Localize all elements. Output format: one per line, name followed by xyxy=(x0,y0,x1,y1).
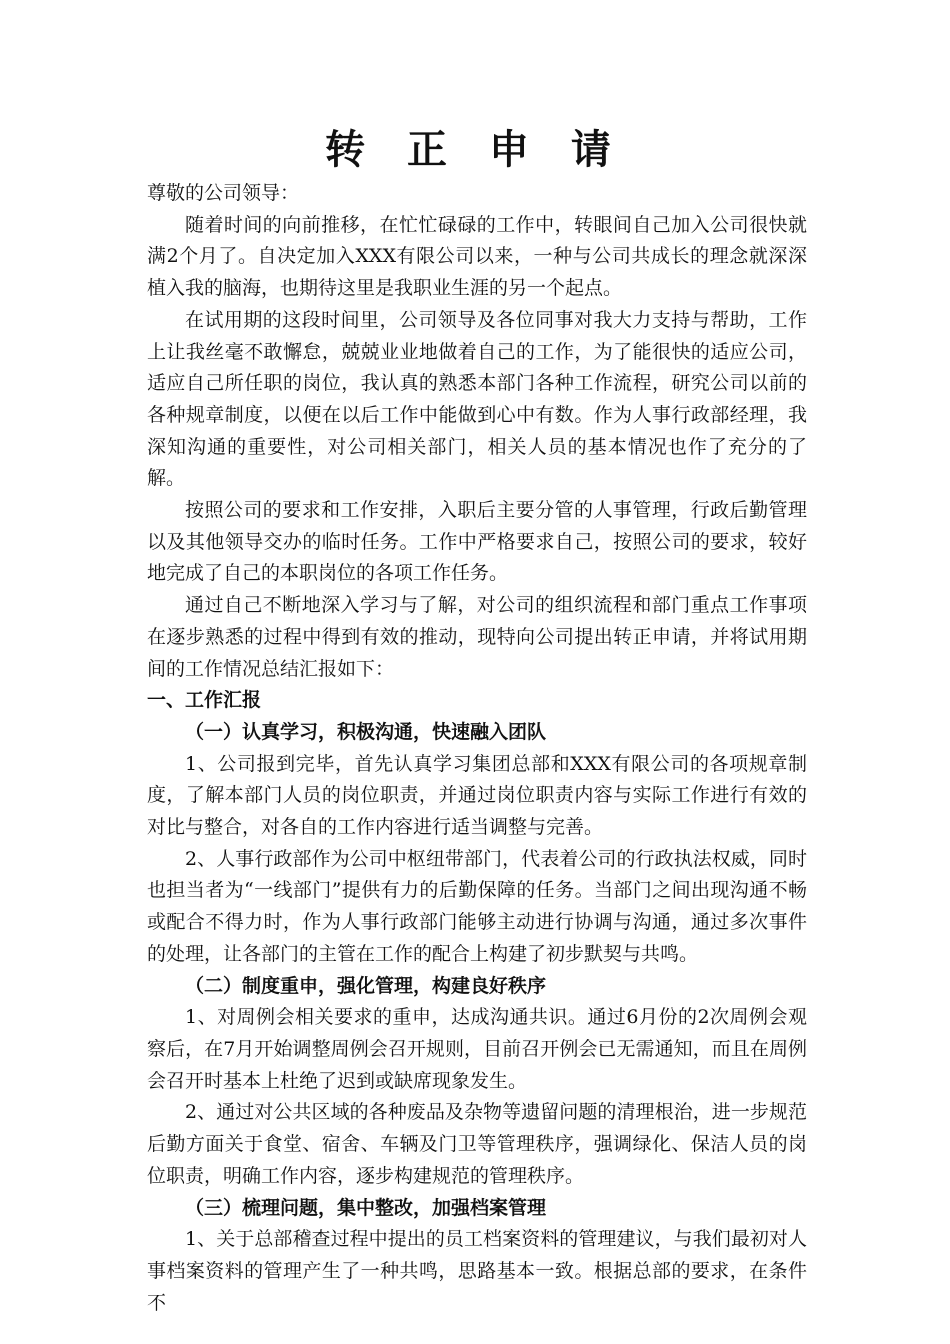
list-item: 1、公司报到完毕，首先认真学习集团总部和XXX有限公司的各项规章制度，了解本部门人员的岗位职责，并通过岗位职责内容与实际工作进行有效的对比与整合，对各自的工作内容进行适当调整与完善。 xyxy=(147,752,807,839)
list-item: 1、关于总部稽查过程中提出的员工档案资料的管理建议，与我们最初对人事档案资料的管理产生了一种共鸣，思路基本一致。根据总部的要求，在条件不 xyxy=(147,1228,807,1314)
document-title: 转 正 申 请 xyxy=(325,127,625,173)
document-body xyxy=(147,178,807,1319)
paragraph-duties: 按照公司的要求和工作安排，入职后主要分管的人事管理，行政后勤管理以及其他领导交办的临时任务。工作中严格要求自己，按照公司的要求，较好地完成了自己的本职岗位的各项工作任务。 xyxy=(147,499,807,585)
paragraph-intro: 随着时间的向前推移，在忙忙碌碌的工作中，转眼间自己加入公司很快就满2个月了。自决定加入XXX有限公司以来，一种与公司共成长的理念就深深植入我的脑海，也期待这里是我职业生涯的另一个起点。 xyxy=(147,213,807,300)
list-item: 1、对周例会相关要求的重申，达成沟通共识。通过6月份的2次周例会观察后，在7月开始调整周例会召开规则，目前召开例会已无需通知，而且在周例会召开时基本上杜绝了迟到或缺席现象发生。 xyxy=(147,1006,807,1092)
greeting: 尊敬的公司领导： xyxy=(147,182,300,204)
subsection-heading-2: （二）制度重申，强化管理，构建良好秩序 xyxy=(185,974,547,997)
paragraph-application: 通过自己不断地深入学习与了解，对公司的组织流程和部门重点工作事项在逐步熟悉的过程中得到有效的推动，现特向公司提出转正申请，并将试用期间的工作情况总结汇报如下： xyxy=(147,594,807,680)
subsection-heading-1: （一）认真学习，积极沟通，快速融入团队 xyxy=(185,720,547,743)
paragraph-probation: 在试用期的这段时间里，公司领导及各位同事对我大力支持与帮助，工作上让我丝毫不敢懈怠，兢兢业业地做着自己的工作，为了能很快的适应公司，适应自己所任职的岗位，我认真的熟悉本部门各种工作流程，研究公司以前的各种规章制度，以便在以后工作中能做到心中有数。作为人事行政部经理，我深知沟通的重要性，对公司相关部门，相关人员的基本情况也作了充分的了解。 xyxy=(147,308,807,490)
section-heading-work-report: 一、工作汇报 xyxy=(147,689,262,712)
list-item: 2、通过对公共区域的各种废品及杂物等遗留问题的清理根治，进一步规范后勤方面关于食堂、宿舍、车辆及门卫等管理秩序，强调绿化、保洁人员的岗位职责，明确工作内容，逐步构建规范的管理秩序。 xyxy=(147,1101,807,1187)
list-item: 2、人事行政部作为公司中枢纽带部门，代表着公司的行政执法权威，同时也担当者为“一线部门”提供有力的后勤保障的任务。当部门之间出现沟通不畅或配合不得力时，作为人事行政部门能够主动进行协调与沟通，通过多次事件的处理，让各部门的主管在工作的配合上构建了初步默契与共鸣。 xyxy=(147,847,807,965)
subsection-heading-3: （三）梳理问题，集中整改，加强档案管理 xyxy=(185,1196,547,1219)
